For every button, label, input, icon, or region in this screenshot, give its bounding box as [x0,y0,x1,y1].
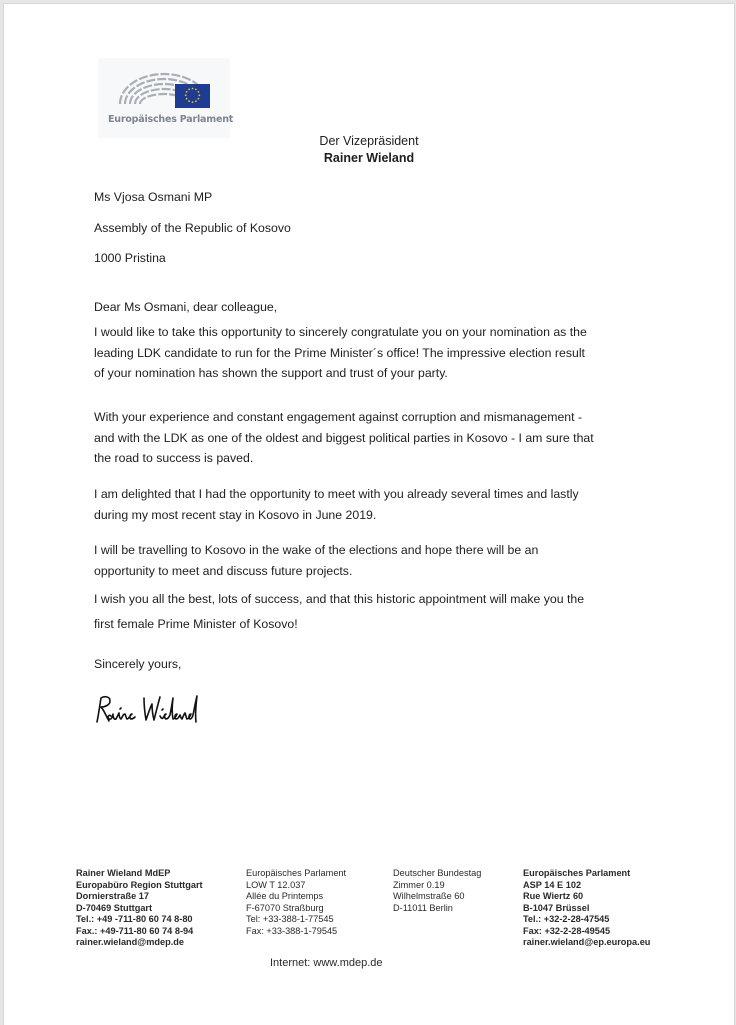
paragraph-line: With your experience and constant engagement against corruption and mismanagement - [94,410,583,424]
paragraph-line: leading LDK candidate to run for the Prime Minister´s office! The impressive election result [94,345,585,360]
footer-column-berlin [393,868,481,914]
paragraph-line: I wish you all the best, lots of success, and that this historic appointment will make you the [94,592,585,606]
footer-line: Deutscher Bundestag [393,868,482,878]
footer-line: Rue Wiertz 60 [523,891,584,901]
paragraph-line: I am delighted that I had the opportunity to meet with you already several times and lastly [94,487,579,501]
paragraph-line: of your nomination has shown the support and trust of your party. [94,366,448,380]
footer-line: Dornierstraße 17 [76,891,150,901]
footer-line: Europäisches Parlament [246,868,347,878]
footer-email-link[interactable]: rainer.wieland@ep.europa.eu [523,937,651,947]
footer-line: Zimmer 0.19 [393,879,445,890]
eu-flag-icon [175,84,210,108]
letter-page [3,3,735,1025]
footer-email-link[interactable]: rainer.wieland@mdep.de [76,937,185,947]
footer-line: Fax.: +49-711-80 60 74 8-94 [76,925,194,936]
footer-line: LOW T 12.037 [246,879,306,890]
footer-line: Wilhelmstraße 60 [393,891,465,901]
hemicycle-icon [98,58,230,118]
paragraph-line: I would like to take this opportunity to sincerely congratulate you on your nomination as the [94,325,587,339]
paragraph [94,540,654,581]
footer-line: Fax: +32-2-28-49545 [523,925,611,936]
footer-line: Fax: +33-388-1-79545 [246,925,338,936]
footer-column-strasbourg [246,868,346,937]
paragraph-line: first female Prime Minister of Kosovo! [94,617,298,631]
footer-line: Tel.: +49 -711-80 60 74 8-80 [76,914,193,924]
european-parliament-logo [98,58,234,138]
footer-column-brussels [523,868,650,949]
paragraph [94,587,654,637]
footer-line: Europabüro Region Stuttgart [76,879,203,890]
sender-title: Der Vizepräsident [319,134,419,148]
sender-name: Rainer Wieland [323,151,415,165]
paragraph-line: opportunity to meet and discuss future projects. [94,563,353,578]
recipient-city: 1000 Pristina [94,251,166,265]
paragraph-line: I will be travelling to Kosovo in the wake of the elections and hope there will be an [94,543,539,557]
recipient-name: Ms Vjosa Osmani MP [94,190,213,204]
footer-line: D-11011 Berlin [393,902,453,913]
paragraph [94,407,654,469]
footer-line: Tel.: +32-2-28-47545 [523,914,610,924]
paragraph [94,322,654,384]
footer-line: ASP 14 E 102 [523,879,582,890]
recipient-institution: Assembly of the Republic of Kosovo [94,221,291,235]
closing: Sincerely yours, [94,657,182,671]
paragraph-line: and with the LDK as one of the oldest and biggest political parties in Kosovo - I am sure that [94,430,594,445]
footer-column-stuttgart [76,868,203,949]
footer-line: Allée du Printemps [246,891,324,901]
footer-line: F-67070 Straßburg [246,902,324,913]
sender-block [1,133,736,167]
footer-line: B-1047 Brüssel [523,902,590,913]
footer-line: Europäisches Parlament [523,868,631,878]
paragraph-line: the road to success is paved. [94,451,254,465]
paragraph-line: during my most recent stay in Kosovo in June 2019. [94,507,377,522]
logo-text: Europäisches Parlament [108,114,234,125]
handwritten-signature [94,692,224,735]
footer-line: Tel: +33-388-1-77545 [246,914,334,924]
footer-website-link[interactable]: Internet: www.mdep.de [270,957,383,969]
salutation: Dear Ms Osmani, dear colleague, [94,300,278,314]
footer-line: D-70469 Stuttgart [76,902,153,913]
paragraph [94,484,654,525]
footer-line: Rainer Wieland MdEP [76,868,171,878]
